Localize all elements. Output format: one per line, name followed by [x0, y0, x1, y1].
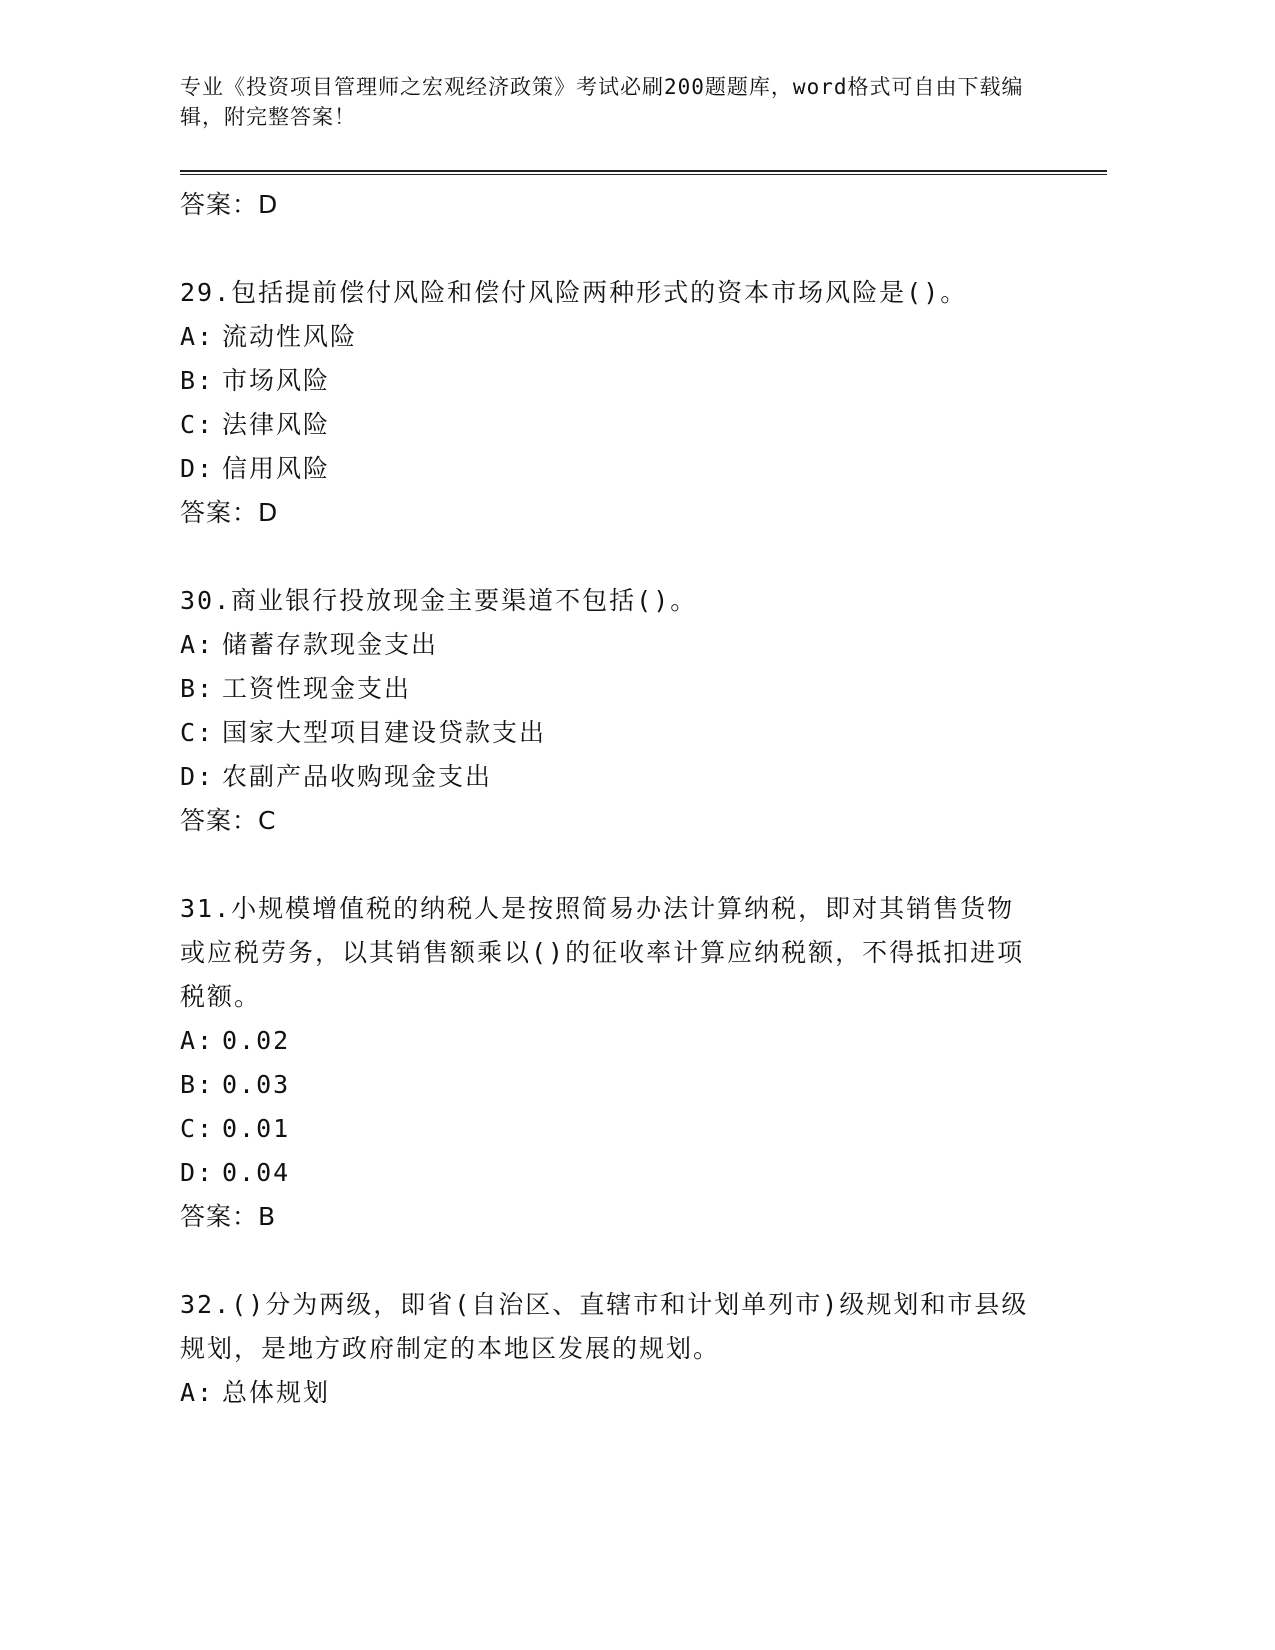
option-letter: C:	[180, 410, 215, 439]
option-text: 信用风险	[222, 454, 331, 483]
option-text: 国家大型项目建设贷款支出	[222, 718, 547, 747]
answer-line: 答案：B	[180, 1202, 277, 1231]
question-list	[180, 183, 1040, 1415]
option-text: 法律风险	[222, 410, 331, 439]
option-letter: C:	[180, 718, 215, 747]
question-30	[180, 579, 1040, 843]
question-text: 30.商业银行投放现金主要渠道不包括()。	[180, 586, 698, 615]
option-c	[180, 711, 1040, 755]
header-divider	[180, 170, 1107, 175]
option-letter: B:	[180, 674, 215, 703]
answer-line: 答案：D	[180, 190, 279, 219]
option-text: 农副产品收购现金支出	[222, 762, 493, 791]
question-text: 31.小规模增值税的纳税人是按照简易办法计算纳税，即对其销售货物或应税劳务，以其销售额乘以()的征收率计算应纳税额，不得抵扣进项税额。	[180, 894, 1025, 1011]
option-text: 储蓄存款现金支出	[222, 630, 439, 659]
option-letter: D:	[180, 1158, 215, 1187]
question-29	[180, 271, 1040, 535]
question-text: 32.()分为两级，即省(自治区、直辖市和计划单列市)级规划和市县级规划，是地方政府制定的本地区发展的规划。	[180, 1290, 1029, 1363]
option-text: 流动性风险	[222, 322, 358, 351]
option-c	[180, 1107, 1040, 1151]
option-a	[180, 315, 1040, 359]
option-d	[180, 755, 1040, 799]
option-letter: A:	[180, 1378, 215, 1407]
option-d	[180, 1151, 1040, 1195]
option-letter: A:	[180, 1026, 215, 1055]
option-b	[180, 1063, 1040, 1107]
option-text: 0.01	[222, 1114, 291, 1143]
option-a	[180, 623, 1040, 667]
option-letter: A:	[180, 322, 215, 351]
option-text: 工资性现金支出	[222, 674, 412, 703]
option-letter: B:	[180, 1070, 215, 1099]
option-a	[180, 1019, 1040, 1063]
answer-line: 答案：C	[180, 806, 277, 835]
option-letter: D:	[180, 454, 215, 483]
option-text: 0.03	[222, 1070, 291, 1099]
option-b	[180, 359, 1040, 403]
answer-line: 答案：D	[180, 498, 279, 527]
option-d	[180, 447, 1040, 491]
option-letter: C:	[180, 1114, 215, 1143]
question-32	[180, 1283, 1040, 1415]
question-text: 29.包括提前偿付风险和偿付风险两种形式的资本市场风险是()。	[180, 278, 968, 307]
option-b	[180, 667, 1040, 711]
option-letter: D:	[180, 762, 215, 791]
option-text: 市场风险	[222, 366, 331, 395]
option-a	[180, 1371, 1040, 1415]
option-letter: A:	[180, 630, 215, 659]
option-text: 0.04	[222, 1158, 291, 1187]
option-letter: B:	[180, 366, 215, 395]
page-header: 专业《投资项目管理师之宏观经济政策》考试必刷200题题库，word格式可自由下载编辑，附完整答案！	[180, 75, 1024, 129]
option-c	[180, 403, 1040, 447]
option-text: 0.02	[222, 1026, 291, 1055]
question-31	[180, 887, 1040, 1239]
option-text: 总体规划	[222, 1378, 331, 1407]
